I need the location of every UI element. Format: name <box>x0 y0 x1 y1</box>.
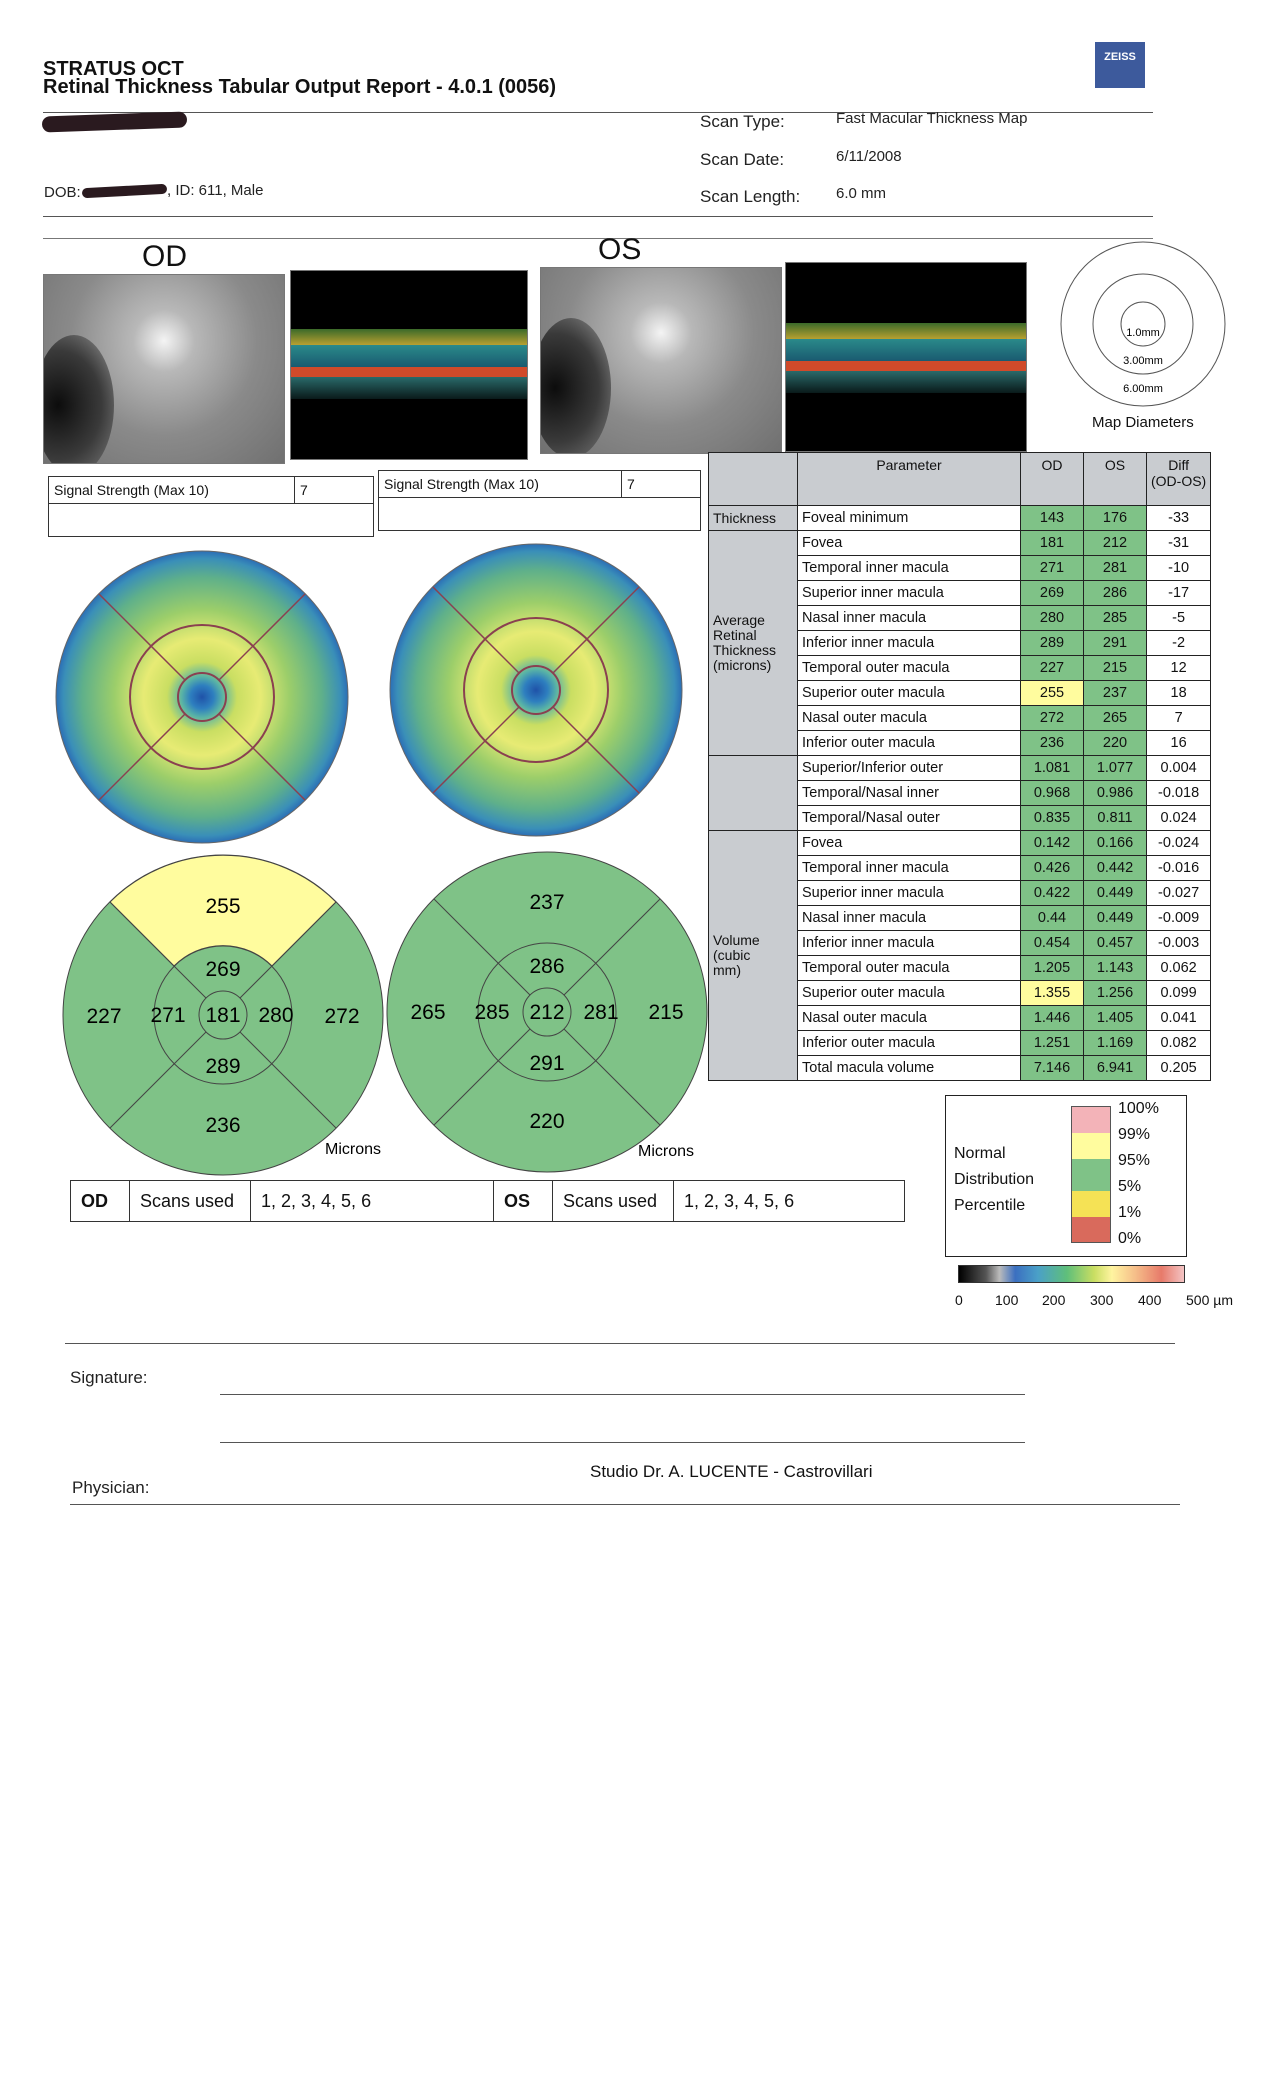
diff-value: 0.024 <box>1147 806 1211 831</box>
parameter-name: Temporal inner macula <box>798 556 1021 581</box>
os-outer-superior-value: 237 <box>529 891 565 914</box>
od-value: 1.355 <box>1021 981 1084 1006</box>
os-value: 176 <box>1084 506 1147 531</box>
od-value: 0.422 <box>1021 881 1084 906</box>
os-value: 281 <box>1084 556 1147 581</box>
os-value: 285 <box>1084 606 1147 631</box>
diff-value: 0.099 <box>1147 981 1211 1006</box>
diff-value: 7 <box>1147 706 1211 731</box>
diff-value: -0.018 <box>1147 781 1211 806</box>
parameter-name: Temporal/Nasal outer <box>798 806 1021 831</box>
od-outer-superior-value: 255 <box>205 895 241 918</box>
os-value: 1.256 <box>1084 981 1147 1006</box>
od-inner-temporal-value: 271 <box>150 1004 186 1027</box>
od-value: 269 <box>1021 581 1084 606</box>
parameter-name: Temporal outer macula <box>798 656 1021 681</box>
legend-p1: 1% <box>1118 1204 1142 1221</box>
header-parameter: Parameter <box>798 453 1021 506</box>
diameter-1mm: 1.0mm <box>1126 327 1160 339</box>
os-eye-label: OS <box>598 233 642 266</box>
header-diff: Diff (OD-OS) <box>1147 453 1211 506</box>
os-value: 237 <box>1084 681 1147 706</box>
parameter-table <box>708 452 1211 1081</box>
legend-p5: 5% <box>1118 1178 1142 1195</box>
od-value: 0.426 <box>1021 856 1084 881</box>
scan-type-label: Scan Type: <box>700 112 785 131</box>
header-od: OD <box>1021 453 1084 506</box>
report-title-line2: Retinal Thickness Tabular Output Report - 4.0.1 (0056) <box>43 76 557 98</box>
parameter-name: Temporal/Nasal inner <box>798 781 1021 806</box>
od-units-label: Microns <box>325 1141 382 1158</box>
signature-label: Signature: <box>70 1368 148 1387</box>
os-value: 1.143 <box>1084 956 1147 981</box>
os-value: 291 <box>1084 631 1147 656</box>
diff-value: 0.205 <box>1147 1056 1211 1081</box>
redacted-name-bar <box>42 111 187 132</box>
parameter-name: Temporal inner macula <box>798 856 1021 881</box>
os-fundus-image <box>540 267 782 454</box>
os-value: 1.405 <box>1084 1006 1147 1031</box>
parameter-name: Inferior inner macula <box>798 931 1021 956</box>
dob-label: DOB: <box>44 184 81 201</box>
scan-date-label: Scan Date: <box>700 150 785 169</box>
scan-length-label: Scan Length: <box>700 187 801 206</box>
diff-value: -0.009 <box>1147 906 1211 931</box>
os-signal-label: Signal Strength (Max 10) <box>379 471 622 498</box>
parameter-name: Superior outer macula <box>798 681 1021 706</box>
parameter-name: Inferior inner macula <box>798 631 1021 656</box>
thickness-color-scale <box>958 1265 1185 1283</box>
parameter-name: Nasal outer macula <box>798 1006 1021 1031</box>
os-value-grid <box>387 852 707 1172</box>
scans-used-table <box>70 1180 905 1222</box>
normal-distribution-legend <box>945 1095 1187 1257</box>
header-os: OS <box>1084 453 1147 506</box>
os-value: 286 <box>1084 581 1147 606</box>
od-value: 271 <box>1021 556 1084 581</box>
os-value: 0.457 <box>1084 931 1147 956</box>
map-diameters-label: Map Diameters <box>1092 414 1194 431</box>
od-inner-inferior-value: 289 <box>205 1055 241 1078</box>
os-value: 6.941 <box>1084 1056 1147 1081</box>
parameter-name: Superior inner macula <box>798 581 1021 606</box>
scans-os-value: 1, 2, 3, 4, 5, 6 <box>674 1181 905 1222</box>
diameter-6mm: 6.00mm <box>1123 383 1163 395</box>
od-value: 236 <box>1021 731 1084 756</box>
scans-od-eye: OD <box>71 1181 130 1222</box>
legend-p95: 95% <box>1118 1152 1151 1169</box>
od-value: 1.205 <box>1021 956 1084 981</box>
os-value: 0.449 <box>1084 881 1147 906</box>
os-value: 1.169 <box>1084 1031 1147 1056</box>
scale-tick-500: 500 µm <box>1186 1292 1233 1308</box>
zeiss-logo: ZEISS <box>1095 42 1145 88</box>
patient-info: , ID: 611, Male <box>167 182 264 199</box>
diff-value: -0.024 <box>1147 831 1211 856</box>
os-inner-nasal-value: 281 <box>583 1001 619 1024</box>
legend-distribution: Distribution <box>954 1171 1035 1188</box>
os-value: 0.811 <box>1084 806 1147 831</box>
diff-value: -10 <box>1147 556 1211 581</box>
os-value: 220 <box>1084 731 1147 756</box>
diff-value: 0.082 <box>1147 1031 1211 1056</box>
scan-length-value: 6.0 mm <box>836 185 887 202</box>
diff-value: 18 <box>1147 681 1211 706</box>
diff-value: -33 <box>1147 506 1211 531</box>
diameter-3mm: 3.00mm <box>1123 355 1163 367</box>
os-inner-superior-value: 286 <box>529 955 565 978</box>
os-value: 215 <box>1084 656 1147 681</box>
od-center-value: 181 <box>205 1004 241 1027</box>
scale-tick-300: 300 <box>1090 1292 1114 1308</box>
os-center-value: 212 <box>529 1001 565 1024</box>
physician-name: Studio Dr. A. LUCENTE - Castrovillari <box>590 1462 873 1481</box>
od-value: 0.454 <box>1021 931 1084 956</box>
os-value: 265 <box>1084 706 1147 731</box>
diff-value: -31 <box>1147 531 1211 556</box>
od-value: 0.44 <box>1021 906 1084 931</box>
od-value: 272 <box>1021 706 1084 731</box>
od-value: 289 <box>1021 631 1084 656</box>
thickness-value-grids <box>40 845 720 1185</box>
os-value: 0.442 <box>1084 856 1147 881</box>
scale-tick-0: 0 <box>955 1292 963 1308</box>
group-ratios <box>709 756 798 831</box>
parameter-name: Inferior outer macula <box>798 731 1021 756</box>
os-inner-inferior-value: 291 <box>529 1052 565 1075</box>
parameter-name: Nasal inner macula <box>798 906 1021 931</box>
report-title-line1: STRATUS OCT <box>43 58 184 80</box>
legend-percentile: Percentile <box>954 1197 1026 1214</box>
map-diameters-diagram <box>1055 240 1230 410</box>
od-value: 143 <box>1021 506 1084 531</box>
redacted-dob-bar <box>82 184 167 198</box>
parameter-row <box>709 506 1211 531</box>
od-value: 7.146 <box>1021 1056 1084 1081</box>
od-value: 255 <box>1021 681 1084 706</box>
os-signal-value: 7 <box>622 471 701 498</box>
os-value: 1.077 <box>1084 756 1147 781</box>
parameter-row <box>709 531 1211 556</box>
os-signal-strength-table <box>378 470 701 531</box>
os-thickness-map <box>390 544 682 836</box>
diff-value: -5 <box>1147 606 1211 631</box>
parameter-name: Superior inner macula <box>798 881 1021 906</box>
od-outer-nasal-value: 272 <box>324 1005 360 1028</box>
os-outer-nasal-value: 215 <box>648 1001 684 1024</box>
parameter-name: Total macula volume <box>798 1056 1021 1081</box>
od-value: 1.251 <box>1021 1031 1084 1056</box>
od-value: 181 <box>1021 531 1084 556</box>
legend-normal: Normal <box>954 1145 1006 1162</box>
od-value: 0.835 <box>1021 806 1084 831</box>
parameter-name: Fovea <box>798 531 1021 556</box>
thickness-color-maps <box>10 530 750 860</box>
physician-label: Physician: <box>72 1478 150 1497</box>
parameter-row <box>709 756 1211 781</box>
od-value: 280 <box>1021 606 1084 631</box>
parameter-name: Foveal minimum <box>798 506 1021 531</box>
diff-value: -17 <box>1147 581 1211 606</box>
od-value-grid <box>63 855 383 1175</box>
od-inner-superior-value: 269 <box>205 958 241 981</box>
scan-date-value: 6/11/2008 <box>836 148 902 165</box>
parameter-name: Superior/Inferior outer <box>798 756 1021 781</box>
os-value: 0.166 <box>1084 831 1147 856</box>
diff-value: 0.041 <box>1147 1006 1211 1031</box>
parameter-name: Inferior outer macula <box>798 1031 1021 1056</box>
od-signal-label: Signal Strength (Max 10) <box>49 477 295 504</box>
parameter-name: Superior outer macula <box>798 981 1021 1006</box>
parameter-name: Nasal outer macula <box>798 706 1021 731</box>
parameter-name: Fovea <box>798 831 1021 856</box>
diff-value: -0.027 <box>1147 881 1211 906</box>
od-outer-temporal-value: 227 <box>86 1005 122 1028</box>
diff-value: -2 <box>1147 631 1211 656</box>
legend-p100: 100% <box>1118 1100 1159 1117</box>
od-value: 0.968 <box>1021 781 1084 806</box>
os-inner-temporal-value: 285 <box>474 1001 510 1024</box>
scale-tick-100: 100 <box>995 1292 1019 1308</box>
diff-value: 0.062 <box>1147 956 1211 981</box>
legend-p99: 99% <box>1118 1126 1151 1143</box>
od-value: 227 <box>1021 656 1084 681</box>
scans-os-label: Scans used <box>553 1181 674 1222</box>
scale-tick-400: 400 <box>1138 1292 1162 1308</box>
scan-type-value: Fast Macular Thickness Map <box>836 110 1028 127</box>
od-value: 0.142 <box>1021 831 1084 856</box>
scans-od-value: 1, 2, 3, 4, 5, 6 <box>251 1181 494 1222</box>
diff-value: -0.016 <box>1147 856 1211 881</box>
od-value: 1.081 <box>1021 756 1084 781</box>
od-signal-strength-table <box>48 476 374 537</box>
os-oct-scan-image <box>785 262 1027 452</box>
os-outer-temporal-value: 265 <box>410 1001 446 1024</box>
od-outer-inferior-value: 236 <box>205 1114 241 1137</box>
os-units-label: Microns <box>638 1143 695 1160</box>
parameter-name: Nasal inner macula <box>798 606 1021 631</box>
od-oct-scan-image <box>290 270 528 460</box>
os-value: 0.986 <box>1084 781 1147 806</box>
os-outer-inferior-value: 220 <box>529 1110 565 1133</box>
diff-value: -0.003 <box>1147 931 1211 956</box>
legend-p0: 0% <box>1118 1230 1142 1247</box>
od-signal-value: 7 <box>295 477 374 504</box>
scans-os-eye: OS <box>494 1181 553 1222</box>
diff-value: 0.004 <box>1147 756 1211 781</box>
parameter-row <box>709 831 1211 856</box>
parameter-name: Temporal outer macula <box>798 956 1021 981</box>
od-thickness-map <box>56 551 348 843</box>
group-volume: Volume (cubic mm) <box>709 831 798 1081</box>
od-fundus-image <box>43 274 285 464</box>
diff-value: 16 <box>1147 731 1211 756</box>
od-inner-nasal-value: 280 <box>258 1004 294 1027</box>
os-value: 212 <box>1084 531 1147 556</box>
os-value: 0.449 <box>1084 906 1147 931</box>
scans-od-label: Scans used <box>130 1181 251 1222</box>
scale-tick-200: 200 <box>1042 1292 1066 1308</box>
od-value: 1.446 <box>1021 1006 1084 1031</box>
diff-value: 12 <box>1147 656 1211 681</box>
od-eye-label: OD <box>142 240 187 273</box>
group-thickness: Thickness <box>709 506 798 531</box>
group-average-thickness: Average Retinal Thickness (microns) <box>709 531 798 756</box>
